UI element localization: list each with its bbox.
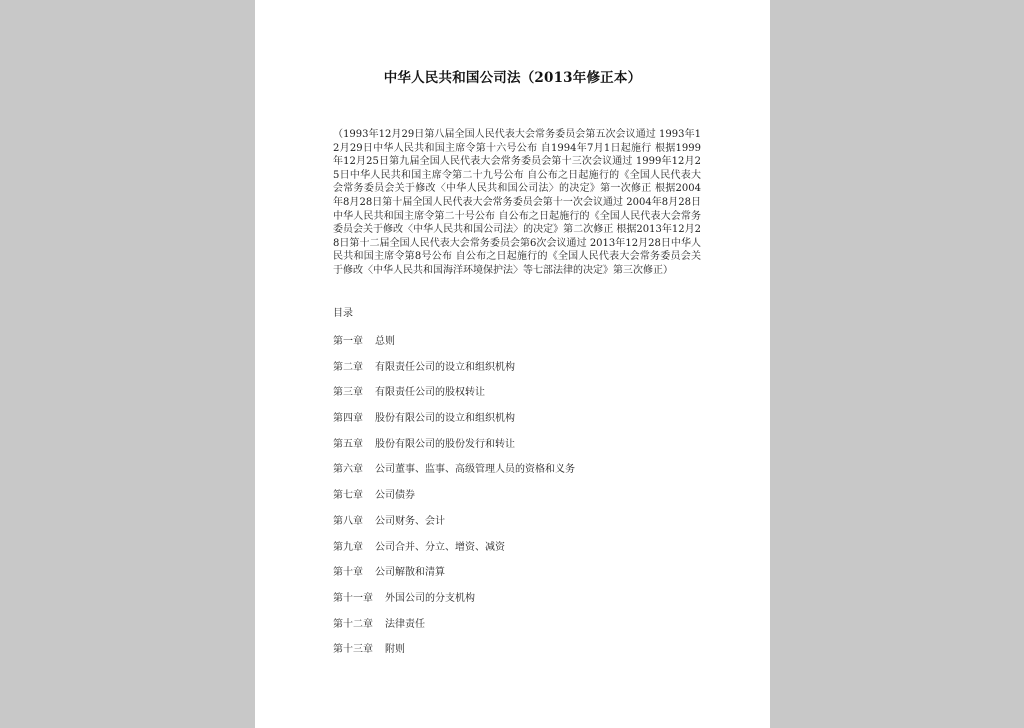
- toc-item-8: [333, 512, 575, 538]
- toc-chapter-number: 第六章: [333, 464, 363, 476]
- toc-item-4: [333, 409, 575, 435]
- toc-chapter-number: 第十章: [333, 567, 363, 579]
- toc-item-7: [333, 486, 575, 512]
- toc-chapter-title: 有限责任公司的设立和组织机构: [375, 361, 515, 373]
- toc-chapter-title: 公司财务、会计: [375, 515, 445, 527]
- toc-chapter-title: 总则: [375, 336, 395, 347]
- toc-chapter-number: 第七章: [333, 490, 363, 502]
- toc-chapter-title: 公司合并、分立、增资、减资: [375, 541, 505, 553]
- toc-item-10: [333, 563, 575, 589]
- toc-chapter-number: 第九章: [333, 541, 363, 553]
- table-of-contents: [333, 332, 575, 666]
- toc-chapter-number: 第十三章: [333, 644, 373, 656]
- toc-chapter-title: 公司解散和清算: [375, 567, 445, 579]
- toc-chapter-title: 股份有限公司的股份发行和转让: [375, 438, 515, 450]
- toc-item-1: [333, 332, 575, 358]
- toc-chapter-title: 有限责任公司的股权转让: [375, 387, 485, 399]
- toc-chapter-title: 公司债券: [375, 490, 415, 502]
- document-page: [255, 0, 770, 728]
- toc-item-3: [333, 383, 575, 409]
- toc-heading: 目录: [333, 308, 353, 319]
- toc-item-13: [333, 640, 575, 666]
- toc-chapter-title: 外国公司的分支机构: [385, 592, 475, 604]
- toc-chapter-number: 第二章: [333, 361, 363, 373]
- toc-chapter-number: 第十二章: [333, 618, 373, 630]
- document-title: 中华人民共和国公司法（2013年修正本）: [383, 70, 642, 86]
- preface-paragraph: （1993年12月29日第八届全国人民代表大会常务委员会第五次会议通过 1993年12月29日中华人民共和国主席令第十六号公布 自1994年7月1日起施行 根据1999年12月25日第九届全国人民代表大会常务委员会第十三次会议通过 1999年12月25日中华人民共和国主席令第二十九号公布 自公布之日起施行的《全国人民代表大会常务委员会关于修改〈中华人民共和国公司法〉的决定》第一次修正 根据2004年8月28日第十届全国人民代表大会常务委员会第十一次会议通过 2004年8月28日中华人民共和国主席令第二十号公布 自公布之日起施行的《全国人民代表大会常务委员会关于修改〈中华人民共和国公司法〉的决定》第二次修正 根据2013年12月28日第十二届全国人民代表大会常务委员会第6次会议通过 2013年12月28日中华人民共和国主席令第8号公布 自公布之日起施行的《全国人民代表大会常务委员会关于修改〈中华人民共和国海洋环境保护法〉等七部法律的决定》第三次修正）: [333, 129, 701, 276]
- toc-item-6: [333, 460, 575, 486]
- toc-chapter-number: 第十一章: [333, 592, 373, 604]
- toc-chapter-number: 第三章: [333, 387, 363, 399]
- toc-item-2: [333, 358, 575, 384]
- toc-item-5: [333, 435, 575, 461]
- toc-item-9: [333, 538, 575, 564]
- toc-chapter-number: 第五章: [333, 438, 363, 450]
- toc-chapter-title: 股份有限公司的设立和组织机构: [375, 413, 515, 425]
- toc-item-12: [333, 615, 575, 641]
- toc-chapter-title: 法律责任: [385, 618, 425, 630]
- toc-item-11: [333, 589, 575, 615]
- toc-chapter-number: 第四章: [333, 413, 363, 425]
- toc-chapter-title: 附则: [385, 644, 405, 656]
- toc-chapter-number: 第一章: [333, 336, 363, 347]
- toc-chapter-number: 第八章: [333, 515, 363, 527]
- toc-chapter-title: 公司董事、监事、高级管理人员的资格和义务: [375, 464, 575, 476]
